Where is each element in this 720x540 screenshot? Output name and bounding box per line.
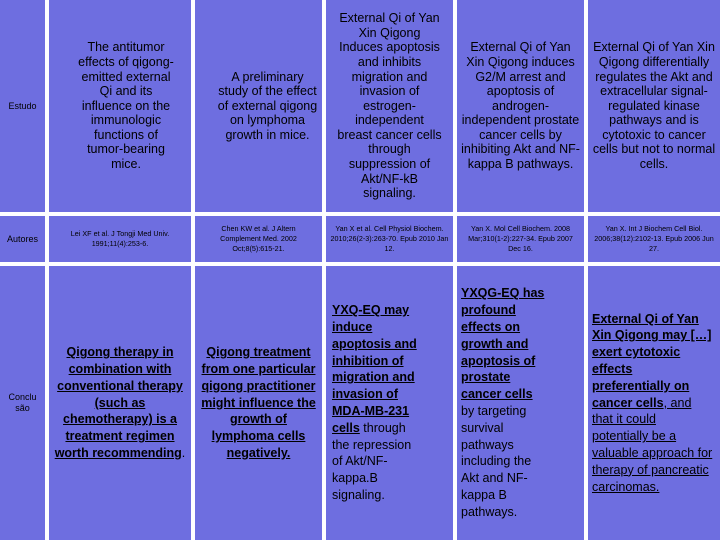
conclusion-highlight: External Qi of Yan Xin Qigong may […] exert cytotoxic effects preferentially on cancer cells (592, 311, 712, 410)
study-title-cell (326, 0, 453, 212)
conclusion-cell (457, 266, 584, 540)
conclusion-highlight: Qigong therapy in combination with conventional therapy (such as chemotherapy) is a treatment regimen worth recommending (54, 345, 183, 460)
study-title-cell (49, 0, 191, 212)
conclusion-rest: , and that it could potentially be a valuable approach for therapy of pancreatic carcinomas. (592, 395, 713, 494)
row-label-text: Conclu são (8, 392, 37, 413)
study-title-cell (457, 0, 584, 212)
conclusion-period: . (181, 445, 186, 460)
author-reference: Chen KW et al. J Altern Complement Med. 2002 Oct;8(5):615-21. (220, 224, 297, 253)
author-cell (195, 216, 322, 262)
conclusion-rest: through the repression of Akt/NF-kappa.B signaling. (332, 420, 412, 502)
author-cell (326, 216, 453, 262)
study-title: External Qi of Yan Xin Qigong Induces apoptosis and inhibits migration and invasion of estrogen-independent breast cancer cells through suppression of Akt/NF-kB signaling. (337, 11, 442, 201)
conclusion-text (332, 302, 423, 504)
row-label-estudo (0, 0, 45, 212)
row-label-text: Estudo (8, 101, 37, 111)
conclusion-rest: by targeting survival pathways including the Akt and NF-kappa B pathways. (461, 404, 532, 519)
study-title: A preliminary study of the effect of external qigong on lymphoma growth in mice. (217, 69, 318, 142)
row-label-autores (0, 216, 45, 262)
author-reference: Yan X. Mol Cell Biochem. 2008 Mar;310(1-2):227-34. Epub 2007 Dec 16. (468, 224, 573, 253)
study-title-cell (588, 0, 720, 212)
conclusion-cell (195, 266, 322, 540)
conclusion-text (592, 311, 714, 496)
author-reference: Yan X. Int J Biochem Cell Biol. 2006;38(12):2102-13. Epub 2006 Jun 27. (594, 224, 714, 253)
study-title: The antitumor effects of qigong-emitted external Qi and its influence on the immunologic functions of tumor-bearing mice. (78, 40, 174, 172)
study-title-cell (195, 0, 322, 212)
conclusion-cell (49, 266, 191, 540)
conclusion-cell (326, 266, 453, 540)
author-reference: Lei XF et al. J Tongji Med Univ. 1991;11(4):253-6. (70, 229, 170, 248)
row-label-conclusao (0, 266, 45, 540)
author-cell (588, 216, 720, 262)
conclusion-highlight: YXQG-EQ has profound effects on growth and apoptosis of prostate cancer cells (461, 286, 545, 402)
author-cell (457, 216, 584, 262)
author-reference: Yan X et al. Cell Physiol Biochem. 2010;26(2-3):263-70. Epub 2010 Jan 12. (330, 224, 449, 253)
conclusion-text (51, 344, 189, 462)
row-label-text: Autores (6, 234, 39, 244)
conclusion-cell (588, 266, 720, 540)
conclusion-text (461, 285, 546, 520)
study-title: External Qi of Yan Xin Qigong differentially regulates the Akt and extracellular signal-regulated kinase pathways and is cytotoxic to cancer cells but not to normal cells. (592, 40, 716, 172)
author-cell (49, 216, 191, 262)
conclusion-highlight: YXQ-EQ may induce apoptosis and inhibition of migration and invasion of MDA-MB-231 cells (332, 303, 417, 435)
study-title: External Qi of Yan Xin Qigong induces G2/M arrest and apoptosis of androgen-independent prostate cancer cells by inhibiting Akt and NF-kappa B pathways. (461, 40, 580, 172)
conclusion-highlight: Qigong treatment from one particular qigong practitioner might influence the growth of lymphoma cells negatively. (201, 345, 316, 460)
